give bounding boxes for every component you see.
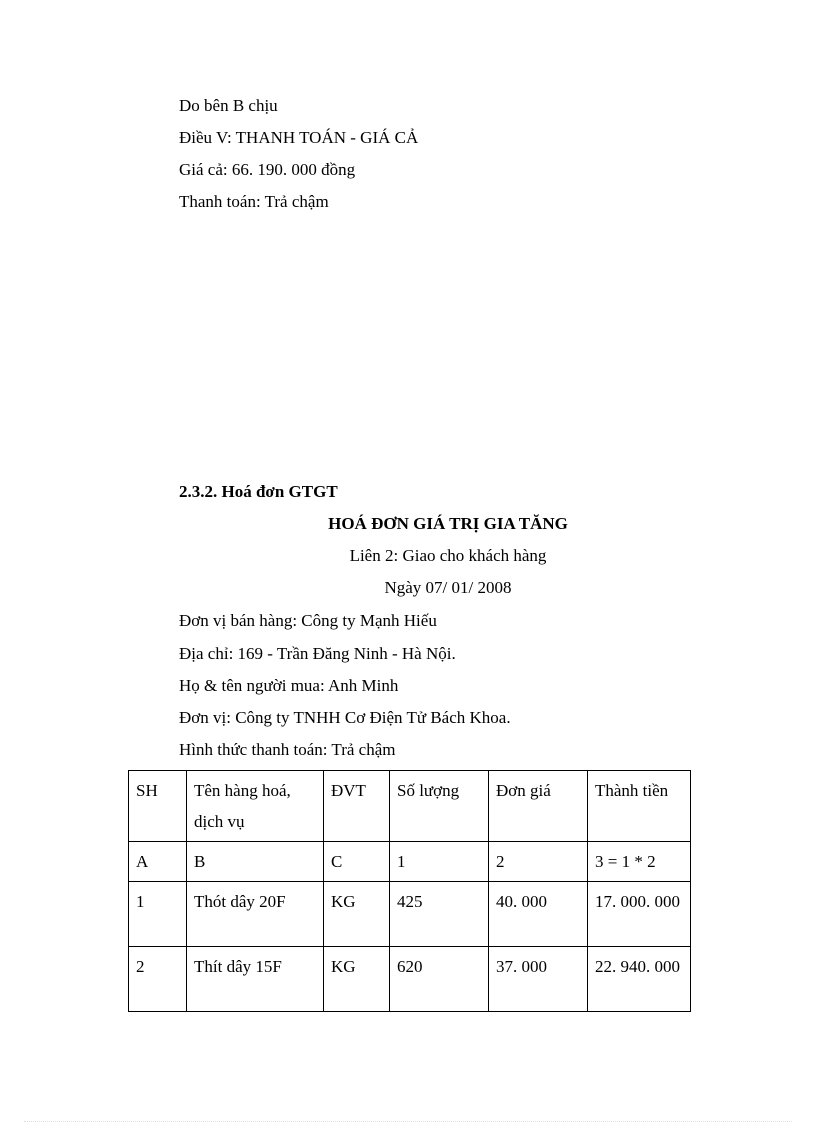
- table-cell: KG: [324, 882, 390, 947]
- header-cell: ĐVT: [324, 771, 390, 842]
- code-cell: B: [187, 842, 324, 882]
- table-cell: 425: [390, 882, 489, 947]
- header-cell: Đơn giá: [489, 771, 588, 842]
- seller-line: Đơn vị bán hàng: Công ty Mạnh Hiếu: [179, 611, 437, 630]
- header-cell: Số lượng: [390, 771, 489, 842]
- invoice-title: HOÁ ĐƠN GIÁ TRỊ GIA TĂNG: [328, 514, 568, 533]
- section-heading: 2.3.2. Hoá đơn GTGT: [179, 482, 338, 501]
- table-row: [129, 882, 691, 947]
- header-cell: Tên hàng hoá, dịch vụ: [187, 771, 324, 842]
- invoice-date: Ngày 07/ 01/ 2008: [384, 578, 512, 597]
- code-cell: 3 = 1 * 2: [588, 842, 691, 882]
- buyer-line: Họ & tên người mua: Anh Minh: [179, 676, 399, 695]
- table-code-row: [129, 842, 691, 882]
- table-cell: 40. 000: [489, 882, 588, 947]
- table-cell: 37. 000: [489, 947, 588, 1012]
- table-cell: Thít dây 15F: [187, 947, 324, 1012]
- price-line: Giá cả: 66. 190. 000 đồng: [179, 160, 356, 179]
- table-cell: 2: [129, 947, 187, 1012]
- code-cell: 1: [390, 842, 489, 882]
- table-header-row: [129, 771, 691, 842]
- buyer-unit-line: Đơn vị: Công ty TNHH Cơ Điện Tử Bách Khoa.: [179, 708, 511, 727]
- table-cell: Thót dây 20F: [187, 882, 324, 947]
- header-cell: Thành tiền: [588, 771, 691, 842]
- article-heading: Điều V: THANH TOÁN - GIÁ CẢ: [179, 128, 419, 147]
- table-cell: 620: [390, 947, 489, 1012]
- payment-line: Thanh toán: Trả chậm: [179, 192, 329, 211]
- table-cell: 22. 940. 000: [588, 947, 691, 1012]
- table-row: [129, 947, 691, 1012]
- invoice-copy: Liên 2: Giao cho khách hàng: [349, 546, 547, 565]
- invoice-table: [128, 770, 691, 1012]
- table-cell: 17. 000. 000: [588, 882, 691, 947]
- page-bottom-divider: [24, 1121, 792, 1122]
- top-line-1: Do bên B chịu: [179, 96, 278, 115]
- table-cell: KG: [324, 947, 390, 1012]
- code-cell: A: [129, 842, 187, 882]
- table-cell: 1: [129, 882, 187, 947]
- code-cell: 2: [489, 842, 588, 882]
- payment-method-line: Hình thức thanh toán: Trả chậm: [179, 740, 396, 759]
- header-cell: SH: [129, 771, 187, 842]
- address-line: Địa chỉ: 169 - Trần Đăng Ninh - Hà Nội.: [179, 644, 456, 663]
- code-cell: C: [324, 842, 390, 882]
